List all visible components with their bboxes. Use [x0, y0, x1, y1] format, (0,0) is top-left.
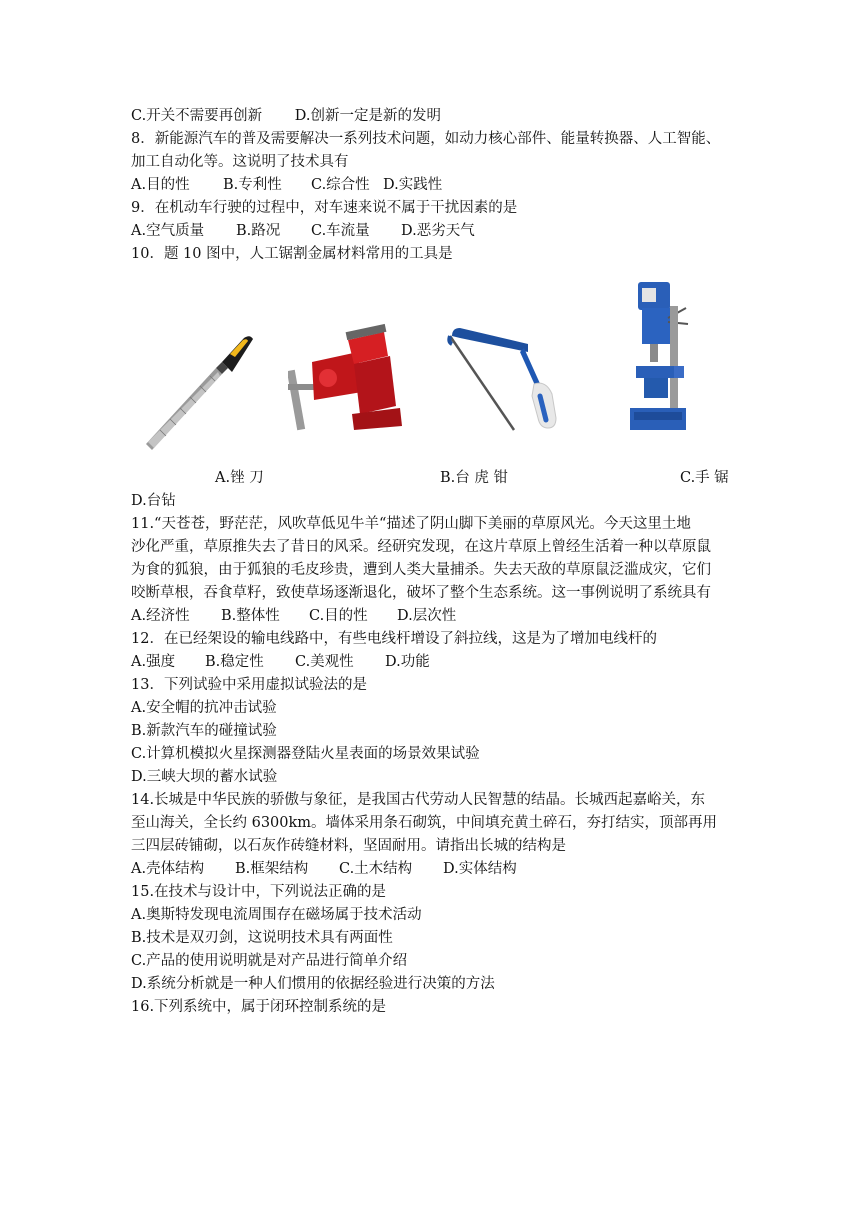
option-a: A.强度: [131, 654, 176, 670]
question-15-stem: 15.在技术与设计中，下列说法正确的是: [131, 884, 387, 900]
question-14-options: [131, 860, 517, 878]
question-7-options: [131, 107, 441, 125]
option-d: D.恶劣天气: [401, 223, 475, 239]
option-c: C.开关不需要再创新: [131, 108, 263, 124]
option-c: C.综合性: [311, 177, 370, 193]
option-c: C.美观性: [295, 654, 354, 670]
question-11-stem: 11.“天苍苍，野茫茫，风吹草低见牛羊“描述了阴山脚下美丽的草原风光。今天这里土地: [131, 516, 691, 532]
question-9-stem: 9．在机动车行驶的过程中，对车速来说不属于干扰因素的是: [131, 200, 518, 216]
question-14-stem: 14.长城是中华民族的骄傲与象征，是我国古代劳动人民智慧的结晶。长城西起嘉峪关，东: [131, 792, 706, 808]
option-a: A.壳体结构: [131, 861, 205, 877]
option-c: C.计算机模拟火星探测器登陆火星表面的场景效果试验: [131, 746, 480, 762]
option-d: D.三峡大坝的蓄水试验: [131, 769, 278, 785]
file-icon: [140, 332, 260, 452]
bench-vise-icon: [288, 322, 408, 442]
option-c: C.目的性: [309, 608, 368, 624]
question-10-figure: [0, 272, 860, 442]
question-9-options: [131, 222, 475, 240]
question-14-stem-cont: 至山海关，全长约 6300km。墙体采用条石砌筑，中间填充黄土碎石，夯打结实，顶部再用: [131, 815, 718, 831]
hacksaw-icon: [444, 322, 564, 442]
question-11-stem-cont: 咬断草根，吞食草籽，致使草场逐渐退化，破坏了整个生态系统。这一事例说明了系统具有: [131, 585, 711, 601]
question-12-stem: 12．在已经架设的输电线路中，有些电线杆增设了斜拉线，这是为了增加电线杆的: [131, 631, 657, 647]
option-b: B.新款汽车的碰撞试验: [131, 723, 277, 739]
option-b: B.路况: [236, 223, 281, 239]
option-b: B.专利性: [223, 177, 282, 193]
option-b: B.稳定性: [205, 654, 264, 670]
option-a: A.奥斯特发现电流周围存在磁场属于技术活动: [131, 907, 422, 923]
option-a: A.安全帽的抗冲击试验: [131, 700, 277, 716]
question-13-stem: 13．下列试验中采用虚拟试验法的是: [131, 677, 367, 693]
question-11-stem-cont: 沙化严重，草原推失去了昔日的风采。经研究发现，在这片草原上曾经生活着一种以草原鼠: [131, 539, 711, 555]
option-c: C.土木结构: [339, 861, 413, 877]
option-d: D.系统分析就是一种人们惯用的依据经验进行决策的方法: [131, 976, 495, 992]
option-b: B.整体性: [221, 608, 280, 624]
option-d: D.功能: [385, 654, 430, 670]
question-16-stem: 16.下列系统中，属于闭环控制系统的是: [131, 999, 387, 1015]
option-b: B.框架结构: [235, 861, 309, 877]
option-d: D.层次性: [397, 608, 457, 624]
option-d: D.创新一定是新的发明: [294, 108, 442, 124]
option-d: D.实践性: [383, 177, 443, 193]
question-14-stem-cont: 三四层砖铺砌，以石灰作砖缝材料，坚固耐用。请指出长城的结构是: [131, 838, 566, 854]
question-8-stem: 8．新能源汽车的普及需要解决一系列技术问题，如动力核心部件、能量转换器、人工智能、: [131, 131, 721, 147]
caption-a: A.锉 刀: [215, 470, 264, 486]
question-11-stem-cont: 为食的狐狼，由于狐狼的毛皮珍贵，遭到人类大量捕杀。失去天敌的草原鼠泛滥成灾，它们: [131, 562, 711, 578]
option-a: A.经济性: [131, 608, 190, 624]
option-b: B.技术是双刃剑，这说明技术具有两面性: [131, 930, 393, 946]
option-a: A.空气质量: [131, 223, 205, 239]
question-12-options: [131, 653, 430, 671]
question-8-options: [131, 176, 442, 194]
drill-press-icon: [620, 278, 700, 438]
option-a: A.目的性: [131, 177, 190, 193]
option-c: C.车流量: [311, 223, 370, 239]
question-11-options: [131, 607, 456, 625]
option-d: D.实体结构: [443, 861, 517, 877]
question-8-stem-cont: 加工自动化等。这说明了技术具有: [131, 154, 349, 170]
caption-b: B.台 虎 钳: [440, 470, 508, 486]
caption-d: D.台钻: [131, 493, 176, 509]
option-c: C.产品的使用说明就是对产品进行简单介绍: [131, 953, 408, 969]
question-10-stem: 10．题 10 图中，人工锯割金属材料常用的工具是: [131, 246, 453, 262]
caption-c: C.手 锯: [680, 470, 729, 486]
